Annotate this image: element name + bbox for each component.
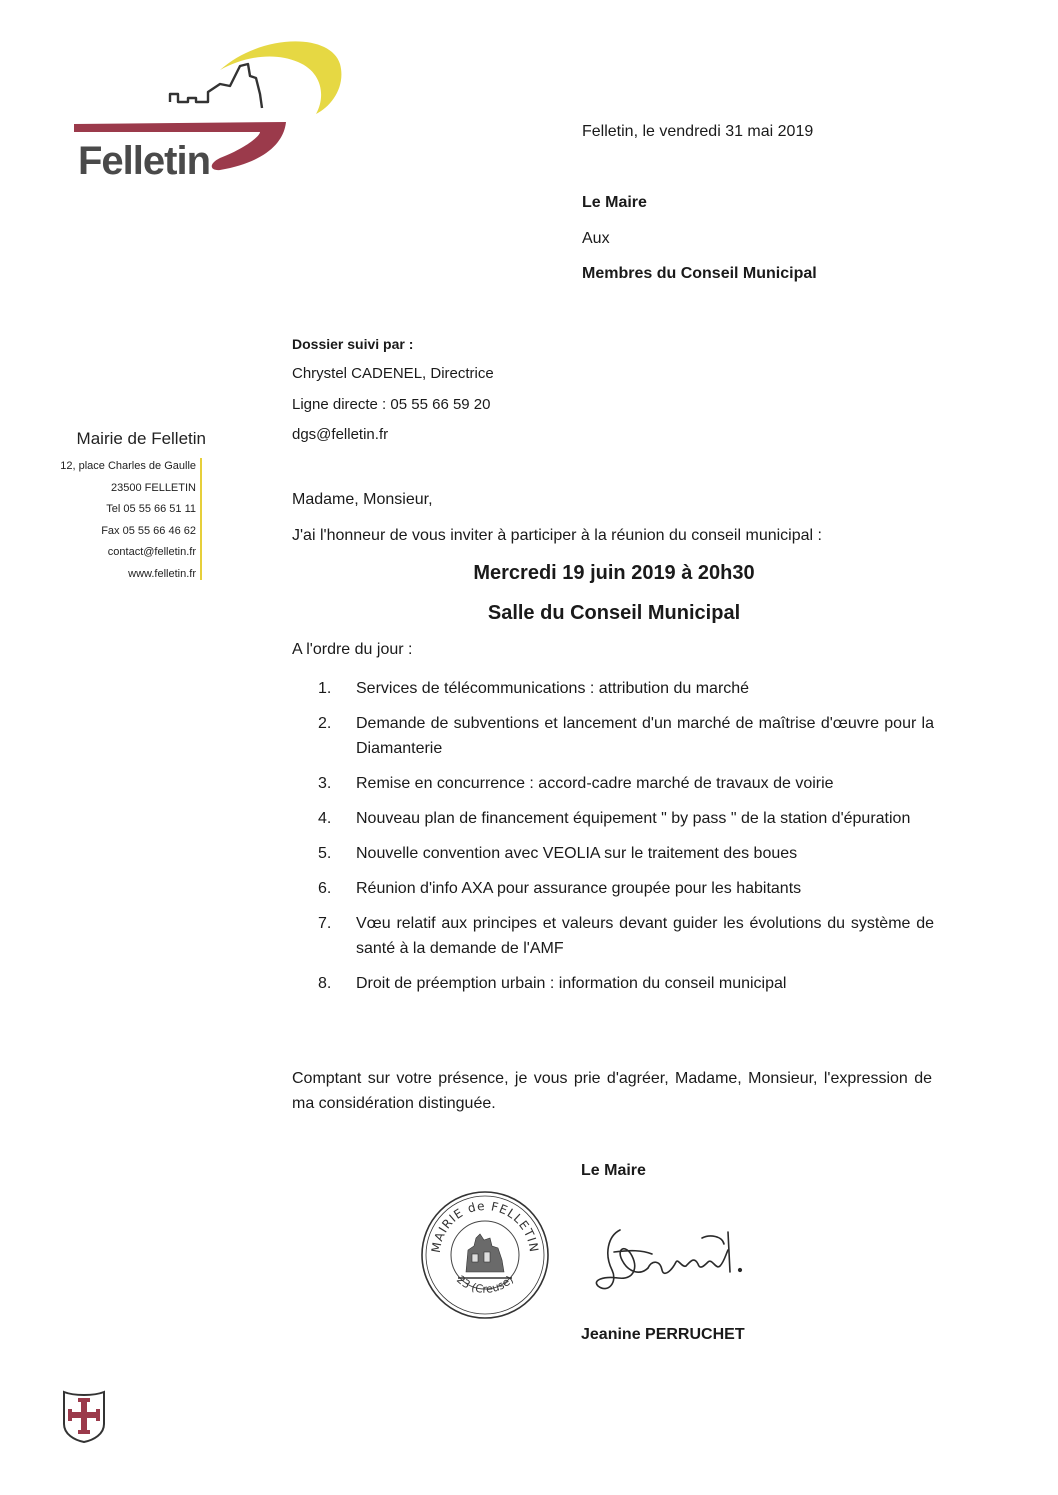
agenda-item-text: Nouvelle convention avec VEOLIA sur le traitement des boues xyxy=(356,845,798,862)
agenda-list xyxy=(318,676,934,996)
agenda-item-number: 5. xyxy=(318,845,332,862)
agenda-item-number: 2. xyxy=(318,715,332,732)
logo-wordmark: Felletin xyxy=(78,139,211,183)
agenda-item-text: Services de télécommunications : attribution du marché xyxy=(356,680,750,697)
date-line: Felletin, le vendredi 31 mai 2019 xyxy=(582,123,814,140)
agenda-item-number: 1. xyxy=(318,680,332,697)
agenda-item xyxy=(318,676,934,701)
dossier-person: Chrystel CADENEL, Directrice xyxy=(292,365,494,382)
aux-label: Aux xyxy=(582,230,610,247)
agenda-item-text: Vœu relatif aux principes et valeurs devant guider les évolutions du système de santé à la demande de l'AMF xyxy=(356,915,934,957)
contact-email: contact@felletin.fr xyxy=(107,546,196,558)
meeting-place: Salle du Conseil Municipal xyxy=(487,602,741,624)
dossier-email: dgs@felletin.fr xyxy=(292,426,389,443)
agenda-item-text: Droit de préemption urbain : information du conseil municipal xyxy=(356,975,787,992)
agenda-item-number: 4. xyxy=(318,810,332,827)
coat-of-arms-icon xyxy=(58,1388,110,1444)
agenda-item-number: 6. xyxy=(318,880,332,897)
meeting-date: Mercredi 19 juin 2019 à 20h30 xyxy=(473,562,755,584)
agenda-item-text: Remise en concurrence : accord-cadre marché de travaux de voirie xyxy=(356,775,834,792)
agenda-item-number: 8. xyxy=(318,975,332,992)
sidebar-mairie-name: Mairie de Felletin xyxy=(76,429,206,448)
sidebar-contact-block xyxy=(20,456,196,585)
agenda-item-text: Nouveau plan de financement équipement " by pass " de la station d'épuration xyxy=(356,810,911,827)
signer-title: Le Maire xyxy=(581,1162,646,1179)
stamp-bottom-text: 23 (Creuse) xyxy=(454,1273,517,1296)
greeting: Madame, Monsieur, xyxy=(292,491,433,508)
agenda-item-text: Demande de subventions et lancement d'un marché de maîtrise d'œuvre pour la Diamanterie xyxy=(356,715,934,757)
sender: Le Maire xyxy=(582,194,647,211)
agenda-item xyxy=(318,806,934,831)
intro-text: J'ai l'honneur de vous inviter à participer à la réunion du conseil municipal : xyxy=(292,527,822,544)
recipients: Membres du Conseil Municipal xyxy=(582,265,817,282)
contact-phone: Tel 05 55 66 51 11 xyxy=(106,503,196,515)
agenda-item-text: Réunion d'info AXA pour assurance groupée pour les habitants xyxy=(356,880,802,897)
closing-text: Comptant sur votre présence, je vous prie d'agréer, Madame, Monsieur, l'expression de ma considération distinguée. xyxy=(292,1070,932,1112)
agenda-item-number: 3. xyxy=(318,775,332,792)
agenda-item xyxy=(318,911,934,961)
contact-fax: Fax 05 55 66 46 62 xyxy=(101,524,196,537)
signer-name: Jeanine PERRUCHET xyxy=(581,1326,745,1343)
agenda-label: A l'ordre du jour : xyxy=(292,641,413,658)
svg-text:23 (Creuse) xyxy=(454,1273,516,1296)
stamp-top-text: MAIRIE de FELLETIN xyxy=(428,1198,542,1254)
agenda-item xyxy=(318,971,934,996)
dossier-phone: Ligne directe : 05 55 66 59 20 xyxy=(292,396,491,413)
sidebar-divider xyxy=(200,458,202,580)
agenda-item xyxy=(318,876,934,901)
contact-address: 12, place Charles de Gaulle xyxy=(60,460,196,472)
agenda-item xyxy=(318,771,934,796)
agenda-item-number: 7. xyxy=(318,915,332,932)
agenda-item xyxy=(318,841,934,866)
mairie-stamp xyxy=(418,1188,552,1322)
agenda-item xyxy=(318,711,934,761)
dossier-label: Dossier suivi par : xyxy=(292,336,414,352)
contact-website: www.felletin.fr xyxy=(128,567,196,580)
contact-city: 23500 FELLETIN xyxy=(111,481,196,494)
mayor-signature xyxy=(590,1210,750,1310)
